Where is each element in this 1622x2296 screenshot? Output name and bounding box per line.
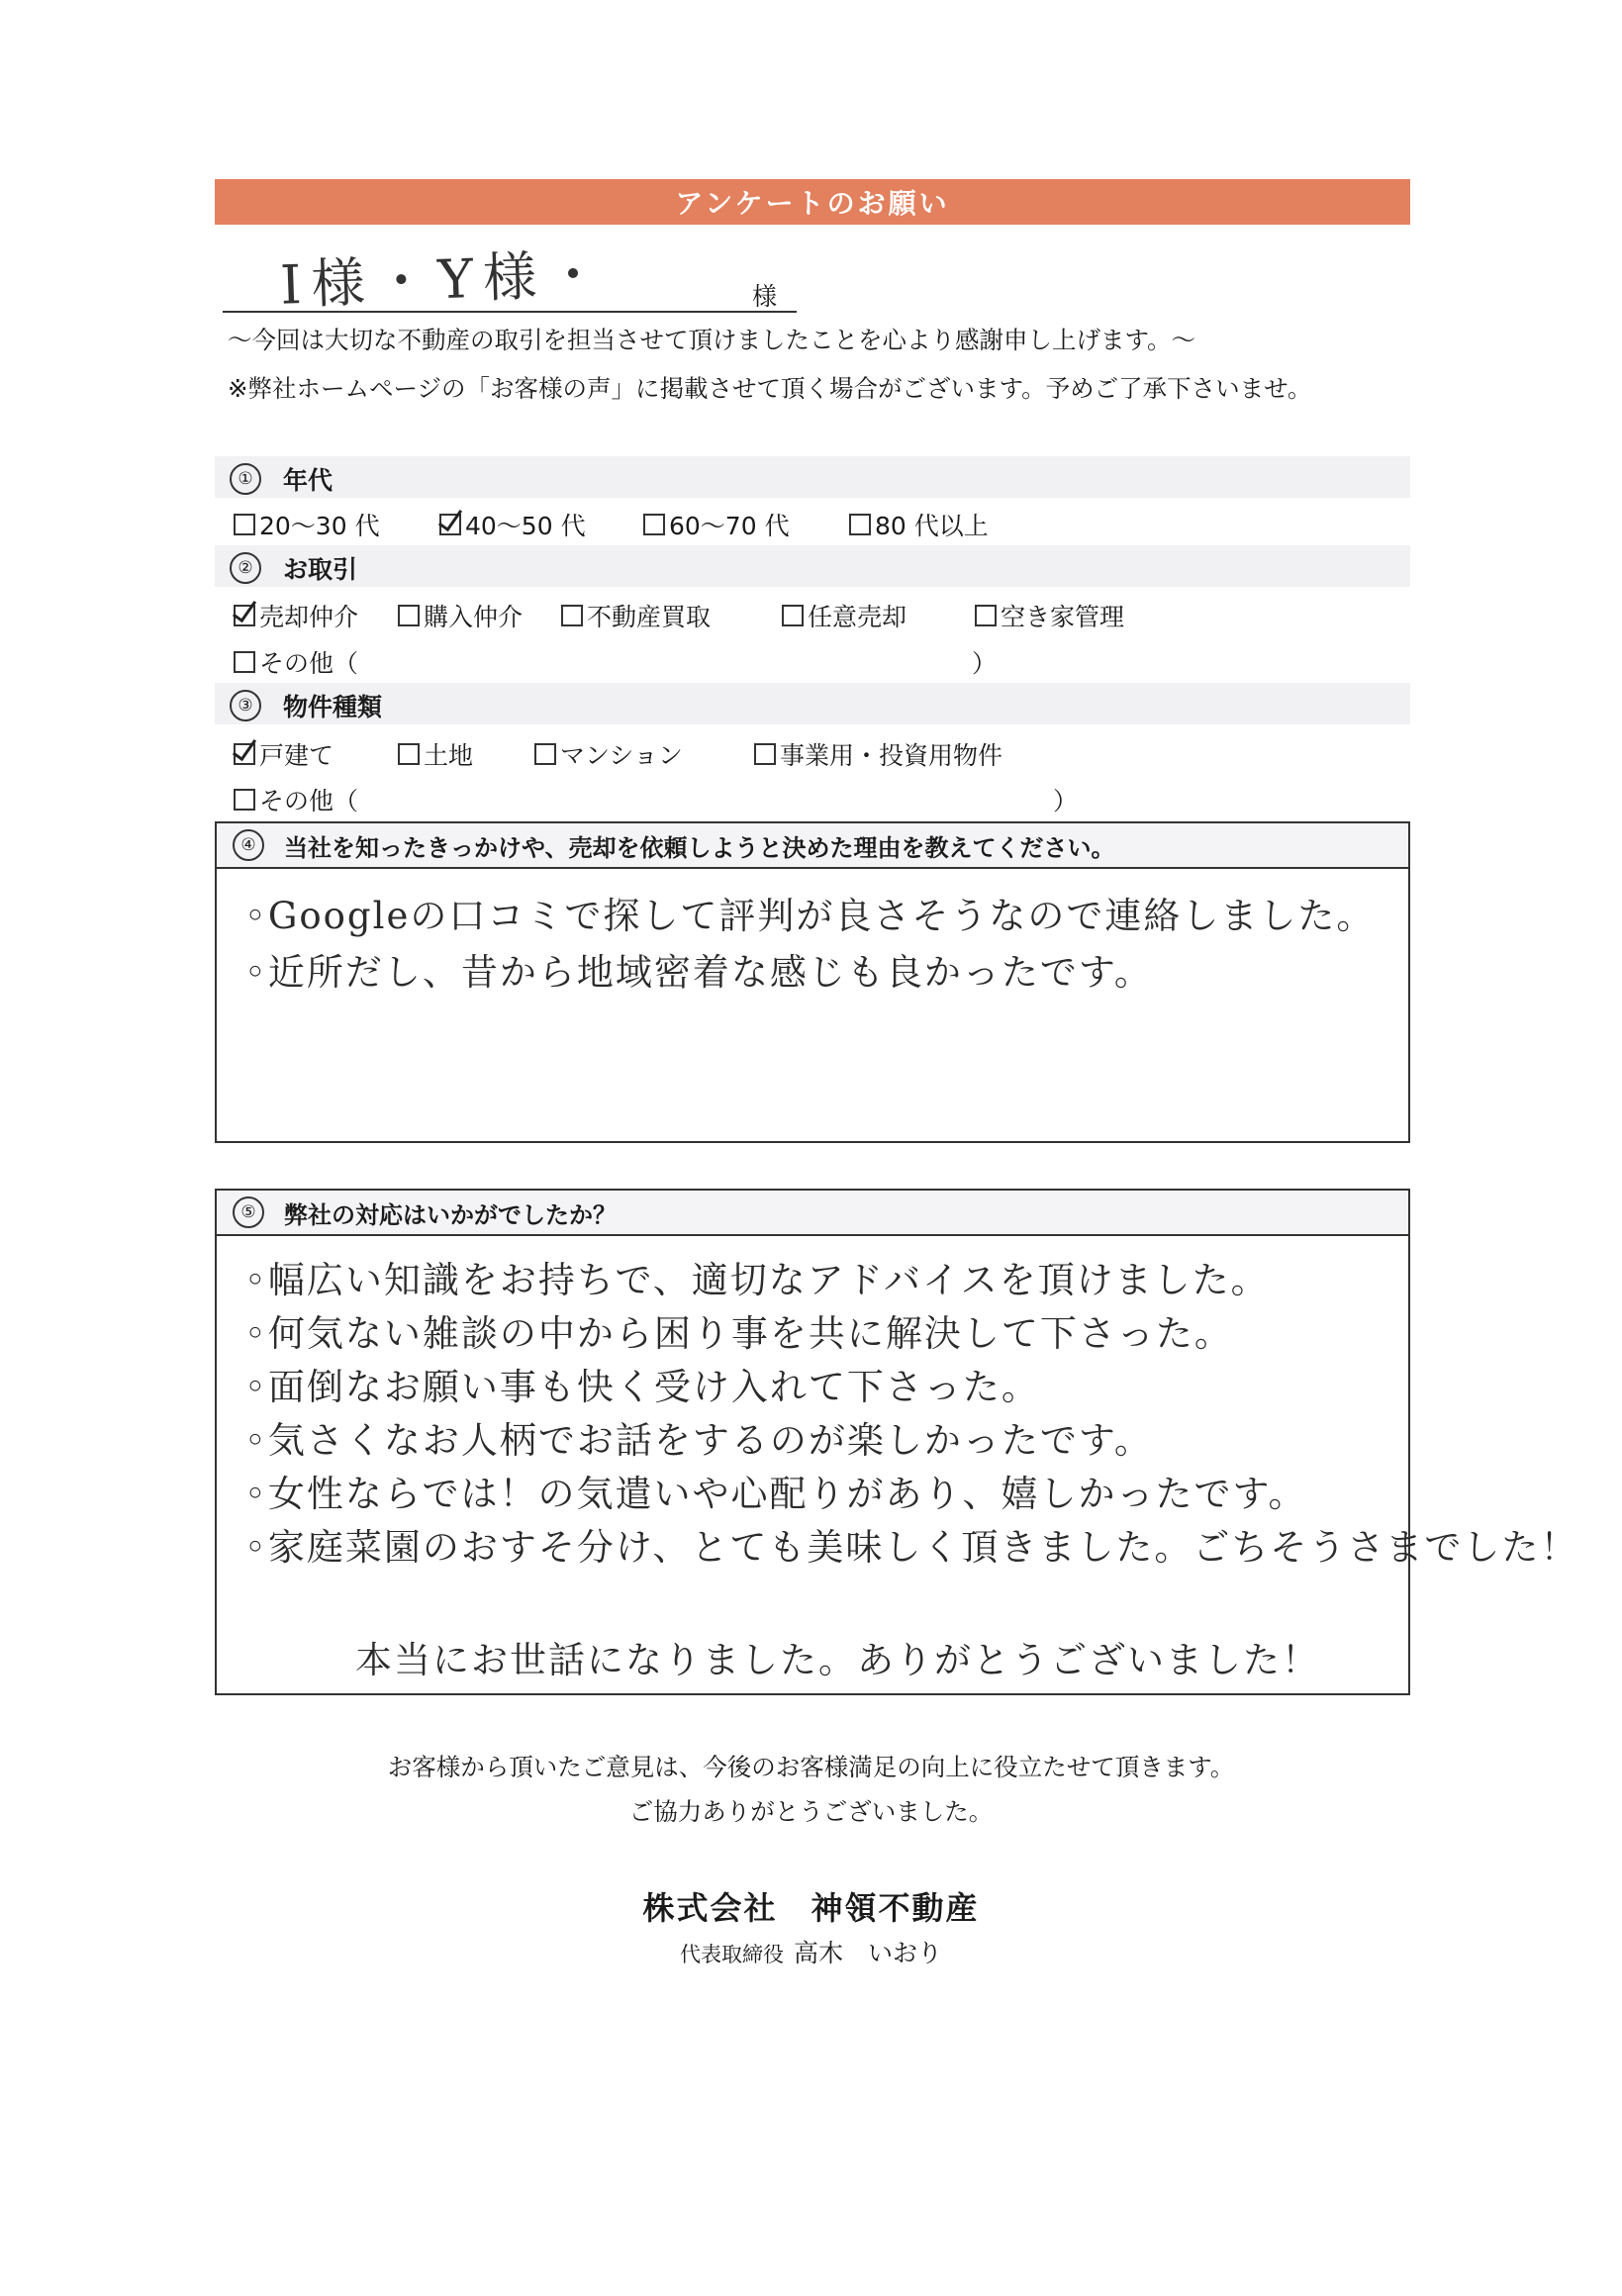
q2-checkbox-2[interactable] bbox=[561, 605, 583, 626]
name-underline bbox=[223, 311, 797, 313]
customer-name-field bbox=[223, 238, 797, 315]
q1-checkbox-0[interactable] bbox=[234, 514, 255, 535]
footer-thanks-1: お客様から頂いたご意見は、今後のお客様満足の向上に役立たせて頂きます。 bbox=[387, 1753, 1235, 1781]
q2-option-1[interactable]: 購入仲介 bbox=[398, 598, 523, 633]
q5-question-header bbox=[217, 1191, 1408, 1236]
q3-option-0[interactable]: 戸建て bbox=[234, 736, 334, 772]
customer-name-handwritten: I様・Y様・ bbox=[279, 242, 612, 317]
q5-answer-5: ◦家庭菜園のおすそ分け、とても美味しく頂きました。ごちそうさまでした！ bbox=[244, 1526, 1579, 1569]
q1-checkbox-2[interactable] bbox=[643, 514, 665, 535]
intro-line-2: ※弊社ホームページの「お客様の声」に掲載させて頂く場合がございます。予めご了承下さいませ。 bbox=[228, 374, 1312, 403]
q1-option-1[interactable]: 40〜50 代 bbox=[439, 507, 586, 542]
q1-option-2[interactable]: 60〜70 代 bbox=[643, 507, 790, 542]
q2-header bbox=[230, 550, 357, 586]
q2-option-0[interactable]: 売却仲介 bbox=[234, 598, 358, 633]
q2-option-other[interactable]: その他（ bbox=[234, 644, 358, 680]
q3-header bbox=[230, 688, 382, 723]
q4-question-header bbox=[217, 823, 1408, 869]
q3-option-2[interactable]: マンション bbox=[534, 736, 683, 772]
q5-answer-box bbox=[215, 1189, 1579, 1695]
q2-header-bg bbox=[215, 545, 1410, 587]
q1-checkbox-1[interactable] bbox=[439, 514, 461, 535]
q1-header bbox=[230, 461, 333, 497]
q1-option-0[interactable]: 20〜30 代 bbox=[234, 507, 380, 542]
q2-checkbox-1[interactable] bbox=[398, 605, 420, 626]
q3-header-bg bbox=[215, 683, 1410, 724]
q2-option-2[interactable]: 不動産買取 bbox=[561, 598, 711, 633]
q1-number: ① bbox=[230, 463, 261, 495]
q1-option-3[interactable]: 80 代以上 bbox=[849, 507, 989, 542]
q3-checkbox-1[interactable] bbox=[398, 743, 420, 765]
rep-name: 高木 いおり bbox=[793, 1939, 942, 1967]
q2-option-4[interactable]: 空き家管理 bbox=[975, 598, 1124, 633]
q5-question: 弊社の対応はいかがでしたか？ bbox=[284, 1200, 617, 1229]
q2-number: ② bbox=[230, 552, 261, 584]
company-name: 株式会社 神領不動産 bbox=[642, 1889, 980, 1927]
footer-thanks-2: ご協力ありがとうございました。 bbox=[628, 1797, 994, 1826]
honorific-label: 様 bbox=[752, 282, 778, 311]
q4-answer-box bbox=[215, 821, 1410, 1143]
q3-number: ③ bbox=[230, 690, 261, 721]
q3-option-other[interactable]: その他（ bbox=[234, 782, 358, 817]
q1-header-bg bbox=[215, 456, 1410, 498]
banner-title: アンケートのお願い bbox=[215, 179, 1410, 225]
q3-checkbox-0[interactable] bbox=[234, 743, 255, 765]
q3-checkbox-2[interactable] bbox=[534, 743, 556, 765]
q1-checkbox-3[interactable] bbox=[849, 514, 871, 535]
q2-checkbox-4[interactable] bbox=[975, 605, 997, 626]
q2-checkbox-other[interactable] bbox=[234, 651, 255, 673]
q5-answer-1: ◦何気ない雑談の中から困り事を共に解決して下さった。 bbox=[244, 1312, 1233, 1355]
q2-label: お取引 bbox=[283, 555, 358, 584]
q4-answer-0: ◦Googleの口コミで探して評判が良さそうなので連絡しました。 bbox=[244, 895, 1376, 937]
rep-title: 代表取締役 bbox=[679, 1943, 784, 1966]
q3-checkbox-3[interactable] bbox=[754, 743, 776, 765]
q5-answer-2: ◦面倒なお願い事も快く受け入れて下さった。 bbox=[244, 1366, 1040, 1408]
q5-answer-0: ◦幅広い知識をお持ちで、適切なアドバイスを頂けました。 bbox=[244, 1259, 1270, 1301]
q5-answer-4: ◦女性ならでは！の気遣いや心配りがあり、嬉しかったです。 bbox=[244, 1473, 1307, 1515]
q4-answer-1: ◦近所だし、昔から地域密着な感じも良かったです。 bbox=[244, 951, 1153, 994]
q5-answer-3: ◦気さくなお人柄でお話をするのが楽しかったです。 bbox=[244, 1419, 1153, 1462]
q3-option-3[interactable]: 事業用・投資用物件 bbox=[754, 736, 1002, 772]
q2-checkbox-0[interactable] bbox=[234, 605, 255, 626]
q3-checkbox-other[interactable] bbox=[234, 789, 255, 811]
representative bbox=[0, 1934, 1622, 1969]
q1-label: 年代 bbox=[283, 466, 334, 495]
q4-number: ④ bbox=[233, 829, 264, 861]
q2-other-close: ） bbox=[972, 649, 998, 678]
q3-other-close: ） bbox=[1053, 787, 1079, 815]
q3-label: 物件種類 bbox=[283, 693, 383, 721]
q4-question: 当社を知ったきっかけや、売却を依頼しようと決めた理由を教えてください。 bbox=[284, 833, 1115, 862]
q5-number: ⑤ bbox=[233, 1196, 264, 1228]
intro-line-1: 〜今回は大切な不動産の取引を担当させて頂けましたことを心より感謝申し上げます。〜 bbox=[228, 326, 1196, 354]
q2-option-3[interactable]: 任意売却 bbox=[782, 598, 906, 633]
q3-option-1[interactable]: 土地 bbox=[398, 736, 473, 772]
q2-checkbox-3[interactable] bbox=[782, 605, 804, 626]
q5-closing: 本当にお世話になりました。ありがとうございました！ bbox=[355, 1639, 1320, 1681]
